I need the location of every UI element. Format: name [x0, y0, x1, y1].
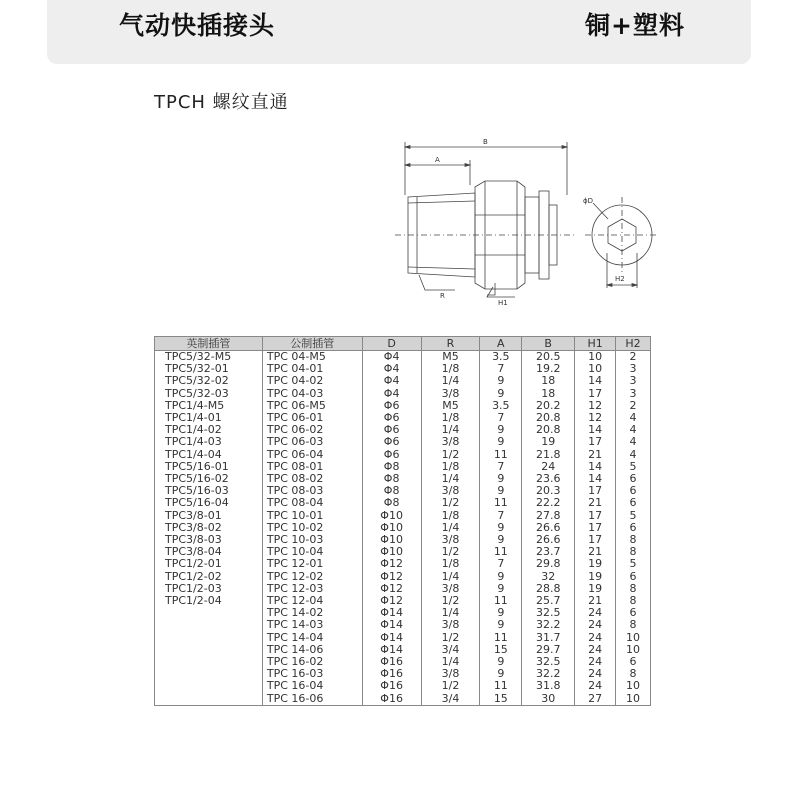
- metric-model: TPC 10-04: [262, 546, 362, 558]
- b-value: 28.8: [522, 583, 575, 595]
- metric-model: TPC 14-04: [262, 632, 362, 644]
- inch-model: TPC1/4-M5: [155, 400, 263, 412]
- table-row: [155, 558, 651, 570]
- r-value: 1/4: [421, 424, 480, 436]
- metric-model: TPC 14-03: [262, 619, 362, 631]
- metric-model: TPC 06-02: [262, 424, 362, 436]
- dim-h2-arrow-right: [632, 284, 637, 287]
- a-value: 11: [480, 449, 522, 461]
- a-value: 9: [480, 619, 522, 631]
- h2-value: 8: [616, 534, 651, 546]
- h1-value: 21: [575, 546, 616, 558]
- r-value: 1/4: [421, 473, 480, 485]
- h1-value: 17: [575, 510, 616, 522]
- d-value: Φ8: [362, 497, 421, 509]
- spec-table-body: [155, 351, 651, 706]
- fitting-diagram: [395, 135, 665, 310]
- h1-value: 19: [575, 558, 616, 570]
- b-value: 32.5: [522, 656, 575, 668]
- r-value: M5: [421, 400, 480, 412]
- h1-value: 24: [575, 668, 616, 680]
- h2-value: 3: [616, 375, 651, 387]
- metric-model: TPC 06-01: [262, 412, 362, 424]
- metric-model: TPC 16-04: [262, 680, 362, 692]
- table-row: [155, 619, 651, 631]
- inch-model: TPC1/2-03: [155, 583, 263, 595]
- inch-model: [155, 656, 263, 668]
- h1-value: 17: [575, 485, 616, 497]
- inch-model: [155, 693, 263, 706]
- col-r: R: [421, 337, 480, 351]
- inch-model: TPC1/4-02: [155, 424, 263, 436]
- r-value: 3/8: [421, 485, 480, 497]
- metric-model: TPC 12-03: [262, 583, 362, 595]
- h2-value: 3: [616, 363, 651, 375]
- h2-value: 10: [616, 644, 651, 656]
- h1-value: 21: [575, 497, 616, 509]
- h1-value: 14: [575, 461, 616, 473]
- inch-model: TPC3/8-03: [155, 534, 263, 546]
- h2-value: 4: [616, 412, 651, 424]
- b-value: 32.2: [522, 668, 575, 680]
- table-row: [155, 400, 651, 412]
- header-row: [155, 337, 651, 351]
- b-value: 20.3: [522, 485, 575, 497]
- r-value: 1/4: [421, 656, 480, 668]
- table-row: [155, 449, 651, 461]
- h1-value: 24: [575, 607, 616, 619]
- r-value: 1/2: [421, 497, 480, 509]
- h1-value: 27: [575, 693, 616, 706]
- b-value: 26.6: [522, 522, 575, 534]
- d-value: Φ6: [362, 449, 421, 461]
- d-value: Φ4: [362, 351, 421, 364]
- r-value: 1/2: [421, 680, 480, 692]
- inch-model: TPC3/8-04: [155, 546, 263, 558]
- inch-model: [155, 680, 263, 692]
- col-a: A: [480, 337, 522, 351]
- b-value: 22.2: [522, 497, 575, 509]
- a-value: 7: [480, 363, 522, 375]
- h2-value: 2: [616, 351, 651, 364]
- b-value: 20.8: [522, 412, 575, 424]
- a-value: 9: [480, 436, 522, 448]
- inch-model: TPC3/8-01: [155, 510, 263, 522]
- d-value: Φ6: [362, 436, 421, 448]
- h1-value: 19: [575, 583, 616, 595]
- b-value: 20.5: [522, 351, 575, 364]
- h1-value: 17: [575, 436, 616, 448]
- d-value: Φ8: [362, 485, 421, 497]
- r-value: 3/4: [421, 693, 480, 706]
- d-value: Φ4: [362, 388, 421, 400]
- inch-model: [155, 619, 263, 631]
- a-value: 9: [480, 473, 522, 485]
- a-value: 3.5: [480, 351, 522, 364]
- b-value: 32.2: [522, 619, 575, 631]
- label-r: R: [440, 292, 445, 300]
- b-value: 31.7: [522, 632, 575, 644]
- b-value: 27.8: [522, 510, 575, 522]
- inch-model: TPC5/32-03: [155, 388, 263, 400]
- h2-value: 6: [616, 497, 651, 509]
- metric-model: TPC 04-02: [262, 375, 362, 387]
- d-value: Φ6: [362, 412, 421, 424]
- d-value: Φ10: [362, 546, 421, 558]
- a-value: 7: [480, 461, 522, 473]
- metric-model: TPC 04-03: [262, 388, 362, 400]
- inch-model: TPC5/32-02: [155, 375, 263, 387]
- h2-value: 6: [616, 656, 651, 668]
- h1-value: 21: [575, 449, 616, 461]
- metric-model: TPC 16-06: [262, 693, 362, 706]
- a-value: 11: [480, 546, 522, 558]
- col-h2: H2: [616, 337, 651, 351]
- a-value: 9: [480, 388, 522, 400]
- inch-model: TPC1/2-01: [155, 558, 263, 570]
- inch-model: TPC1/4-03: [155, 436, 263, 448]
- a-value: 9: [480, 485, 522, 497]
- metric-model: TPC 12-01: [262, 558, 362, 570]
- inch-model: [155, 644, 263, 656]
- table-row: [155, 680, 651, 692]
- r-value: 1/8: [421, 510, 480, 522]
- b-value: 19.2: [522, 363, 575, 375]
- r-value: 1/2: [421, 546, 480, 558]
- dim-a-arrow-right: [465, 164, 470, 167]
- h2-value: 5: [616, 558, 651, 570]
- col-h1: H1: [575, 337, 616, 351]
- metric-model: TPC 04-01: [262, 363, 362, 375]
- metric-model: TPC 08-01: [262, 461, 362, 473]
- r-value: 1/2: [421, 449, 480, 461]
- a-value: 9: [480, 571, 522, 583]
- a-value: 9: [480, 375, 522, 387]
- r-value: 3/4: [421, 644, 480, 656]
- d-value: Φ4: [362, 363, 421, 375]
- table-row: [155, 424, 651, 436]
- d-value: Φ10: [362, 534, 421, 546]
- metric-model: TPC 16-03: [262, 668, 362, 680]
- h1-value: 12: [575, 412, 616, 424]
- d-value: Φ14: [362, 619, 421, 631]
- section-title: TPCH 螺纹直通: [154, 92, 289, 113]
- a-value: 11: [480, 497, 522, 509]
- metric-model: TPC 14-02: [262, 607, 362, 619]
- metric-model: TPC 04-M5: [262, 351, 362, 364]
- inch-model: TPC5/32-M5: [155, 351, 263, 364]
- col-metric-tube: 公制插管: [262, 337, 362, 351]
- spec-table: [154, 336, 651, 706]
- r-value: 3/8: [421, 534, 480, 546]
- d-value: Φ14: [362, 644, 421, 656]
- h2-value: 10: [616, 680, 651, 692]
- b-value: 18: [522, 375, 575, 387]
- d-value: Φ12: [362, 558, 421, 570]
- h2-value: 8: [616, 595, 651, 607]
- metric-model: TPC 14-06: [262, 644, 362, 656]
- thread-line: [408, 267, 475, 269]
- metric-model: TPC 10-02: [262, 522, 362, 534]
- d-value: Φ8: [362, 461, 421, 473]
- a-value: 3.5: [480, 400, 522, 412]
- r-value: 1/4: [421, 522, 480, 534]
- table-row: [155, 497, 651, 509]
- inch-model: TPC1/4-04: [155, 449, 263, 461]
- dim-b-arrow-right: [562, 146, 567, 149]
- d-value: Φ6: [362, 400, 421, 412]
- table-row: [155, 436, 651, 448]
- a-value: 9: [480, 583, 522, 595]
- inch-model: [155, 668, 263, 680]
- d-value: Φ10: [362, 510, 421, 522]
- metric-model: TPC 06-03: [262, 436, 362, 448]
- table-row: [155, 693, 651, 706]
- metric-model: TPC 10-01: [262, 510, 362, 522]
- dim-h2-arrow-left: [607, 284, 612, 287]
- col-b: B: [522, 337, 575, 351]
- a-value: 11: [480, 680, 522, 692]
- a-value: 9: [480, 668, 522, 680]
- h2-value: 10: [616, 693, 651, 706]
- col-d: D: [362, 337, 421, 351]
- b-value: 25.7: [522, 595, 575, 607]
- metric-model: TPC 06-04: [262, 449, 362, 461]
- a-value: 11: [480, 632, 522, 644]
- b-value: 29.7: [522, 644, 575, 656]
- inch-model: [155, 607, 263, 619]
- b-value: 20.8: [522, 424, 575, 436]
- b-value: 30: [522, 693, 575, 706]
- dim-a-arrow-left: [405, 164, 410, 167]
- b-value: 24: [522, 461, 575, 473]
- r-value: 3/8: [421, 668, 480, 680]
- a-value: 11: [480, 595, 522, 607]
- inch-model: TPC3/8-02: [155, 522, 263, 534]
- d-value: Φ4: [362, 375, 421, 387]
- r-value: 3/8: [421, 388, 480, 400]
- b-value: 29.8: [522, 558, 575, 570]
- a-value: 7: [480, 412, 522, 424]
- a-value: 9: [480, 607, 522, 619]
- h2-value: 6: [616, 571, 651, 583]
- metric-model: TPC 06-M5: [262, 400, 362, 412]
- h1-value: 17: [575, 534, 616, 546]
- r-value: 1/2: [421, 632, 480, 644]
- h1-value: 24: [575, 644, 616, 656]
- label-d: ϕD: [583, 197, 594, 205]
- b-value: 21.8: [522, 449, 575, 461]
- a-value: 9: [480, 522, 522, 534]
- b-value: 23.6: [522, 473, 575, 485]
- d-value: Φ16: [362, 668, 421, 680]
- h1-value: 17: [575, 388, 616, 400]
- label-a: A: [435, 156, 440, 164]
- h1-value: 12: [575, 400, 616, 412]
- a-value: 7: [480, 510, 522, 522]
- h2-value: 6: [616, 473, 651, 485]
- label-b: B: [483, 138, 488, 146]
- d-value: Φ12: [362, 595, 421, 607]
- metric-model: TPC 12-04: [262, 595, 362, 607]
- inch-model: TPC5/16-01: [155, 461, 263, 473]
- table-row: [155, 375, 651, 387]
- inch-model: TPC5/32-01: [155, 363, 263, 375]
- material-label: 铜+塑料: [585, 11, 685, 40]
- r-value: 1/4: [421, 375, 480, 387]
- inch-model: TPC1/2-02: [155, 571, 263, 583]
- a-value: 7: [480, 558, 522, 570]
- inch-model: [155, 632, 263, 644]
- leader-r: [419, 275, 455, 290]
- d-value: Φ16: [362, 656, 421, 668]
- r-value: 1/8: [421, 363, 480, 375]
- r-value: 1/2: [421, 595, 480, 607]
- metric-model: TPC 16-02: [262, 656, 362, 668]
- h1-value: 24: [575, 632, 616, 644]
- leader-h1: [487, 287, 515, 297]
- label-h2: H2: [615, 275, 625, 283]
- h2-value: 4: [616, 436, 651, 448]
- inch-model: TPC1/2-04: [155, 595, 263, 607]
- d-value: Φ8: [362, 473, 421, 485]
- table-row: [155, 388, 651, 400]
- r-value: 3/8: [421, 583, 480, 595]
- r-value: M5: [421, 351, 480, 364]
- b-value: 32: [522, 571, 575, 583]
- b-value: 20.2: [522, 400, 575, 412]
- h1-value: 10: [575, 363, 616, 375]
- metric-model: TPC 08-03: [262, 485, 362, 497]
- h2-value: 2: [616, 400, 651, 412]
- h1-value: 14: [575, 424, 616, 436]
- h1-value: 14: [575, 473, 616, 485]
- h2-value: 8: [616, 583, 651, 595]
- inch-model: TPC5/16-02: [155, 473, 263, 485]
- b-value: 23.7: [522, 546, 575, 558]
- b-value: 26.6: [522, 534, 575, 546]
- inch-model: TPC5/16-03: [155, 485, 263, 497]
- metric-model: TPC 08-02: [262, 473, 362, 485]
- h1-value: 14: [575, 375, 616, 387]
- label-h1: H1: [498, 299, 508, 307]
- r-value: 1/8: [421, 558, 480, 570]
- d-value: Φ6: [362, 424, 421, 436]
- leader-d: [593, 203, 608, 219]
- a-value: 9: [480, 534, 522, 546]
- metric-model: TPC 08-04: [262, 497, 362, 509]
- b-value: 19: [522, 436, 575, 448]
- a-value: 15: [480, 693, 522, 706]
- d-value: Φ16: [362, 680, 421, 692]
- b-value: 31.8: [522, 680, 575, 692]
- col-inch-tube: 英制插管: [155, 337, 263, 351]
- table-row: [155, 510, 651, 522]
- h2-value: 5: [616, 461, 651, 473]
- header-banner: [47, 0, 751, 64]
- b-value: 18: [522, 388, 575, 400]
- h2-value: 6: [616, 522, 651, 534]
- h1-value: 19: [575, 571, 616, 583]
- h2-value: 4: [616, 424, 651, 436]
- d-value: Φ10: [362, 522, 421, 534]
- metric-model: TPC 10-03: [262, 534, 362, 546]
- h1-value: 21: [575, 595, 616, 607]
- h2-value: 5: [616, 510, 651, 522]
- b-value: 32.5: [522, 607, 575, 619]
- d-value: Φ16: [362, 693, 421, 706]
- h1-value: 24: [575, 619, 616, 631]
- dim-b-arrow-left: [405, 146, 410, 149]
- r-value: 3/8: [421, 436, 480, 448]
- h1-value: 24: [575, 656, 616, 668]
- r-value: 1/8: [421, 412, 480, 424]
- h2-value: 4: [616, 449, 651, 461]
- h1-value: 10: [575, 351, 616, 364]
- r-value: 1/8: [421, 461, 480, 473]
- h2-value: 8: [616, 619, 651, 631]
- h2-value: 6: [616, 607, 651, 619]
- r-value: 1/4: [421, 607, 480, 619]
- d-value: Φ14: [362, 632, 421, 644]
- h2-value: 3: [616, 388, 651, 400]
- product-title: 气动快插接头: [119, 11, 276, 40]
- d-value: Φ12: [362, 583, 421, 595]
- inch-model: TPC1/4-01: [155, 412, 263, 424]
- d-value: Φ14: [362, 607, 421, 619]
- inch-model: TPC5/16-04: [155, 497, 263, 509]
- thread-line: [408, 201, 475, 203]
- r-value: 3/8: [421, 619, 480, 631]
- h2-value: 8: [616, 546, 651, 558]
- h1-value: 17: [575, 522, 616, 534]
- r-value: 1/4: [421, 571, 480, 583]
- h2-value: 10: [616, 632, 651, 644]
- h1-value: 24: [575, 680, 616, 692]
- d-value: Φ12: [362, 571, 421, 583]
- h2-value: 8: [616, 668, 651, 680]
- h2-value: 6: [616, 485, 651, 497]
- metric-model: TPC 12-02: [262, 571, 362, 583]
- table-row: [155, 412, 651, 424]
- a-value: 15: [480, 644, 522, 656]
- a-value: 9: [480, 656, 522, 668]
- a-value: 9: [480, 424, 522, 436]
